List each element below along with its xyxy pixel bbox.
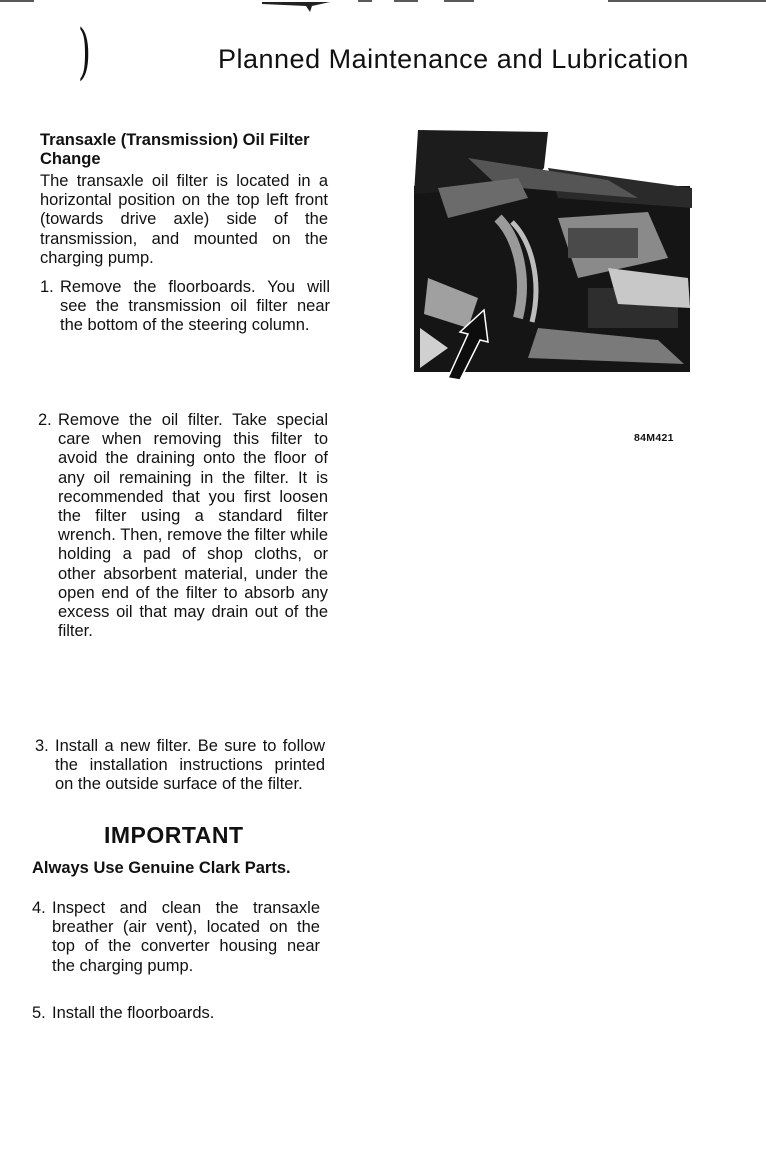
transmission-filter-photo — [408, 128, 692, 380]
important-note: Always Use Genuine Clark Parts. — [32, 859, 291, 877]
step-text: Install the floorboards. — [52, 1004, 215, 1022]
page-title: Planned Maintenance and Lubrication — [218, 44, 689, 74]
important-heading: IMPORTANT — [104, 822, 244, 848]
step-number: 5. — [32, 1004, 46, 1022]
step-text: Remove the floorboards. You will see the transmission oil filter near the bottom of the steering column. — [60, 278, 330, 335]
step-number: 2. — [38, 411, 52, 429]
step-3 — [35, 737, 325, 795]
scan-edge-marks — [0, 0, 766, 12]
step-1 — [40, 278, 330, 336]
step-5 — [32, 1004, 320, 1023]
step-number: 4. — [32, 899, 46, 917]
step-text: Install a new filter. Be sure to follow the installation instructions printed on the outside surface of the filter. — [55, 737, 325, 794]
step-number: 3. — [35, 737, 49, 755]
step-number: 1. — [40, 278, 54, 296]
figure-code: 84M421 — [634, 432, 674, 444]
step-2 — [38, 411, 328, 641]
step-4 — [32, 899, 320, 976]
step-text: Remove the oil filter. Take special care when removing this filter to avoid the draining onto the floor of any oil remaining in the filter. It is recommended that you first loosen the filter using a standard filter wrench. Then, remove the filter while holding a pad of shop cloths, or other absorbent material, under the open end of the filter to absorb any excess oil that may drain out of the filter. — [58, 411, 328, 641]
section-heading: Transaxle (Transmission) Oil Filter Change — [40, 131, 310, 168]
step-text: Inspect and clean the transaxle breather (air vent), located on the top of the converter housing near the charging pump. — [52, 899, 320, 975]
page-bracket-mark: ) — [78, 17, 91, 87]
intro-paragraph: The transaxle oil filter is located in a horizontal position on the top left front (towards drive axle) side of the transmission, and mounted on the charging pump. — [40, 172, 328, 267]
